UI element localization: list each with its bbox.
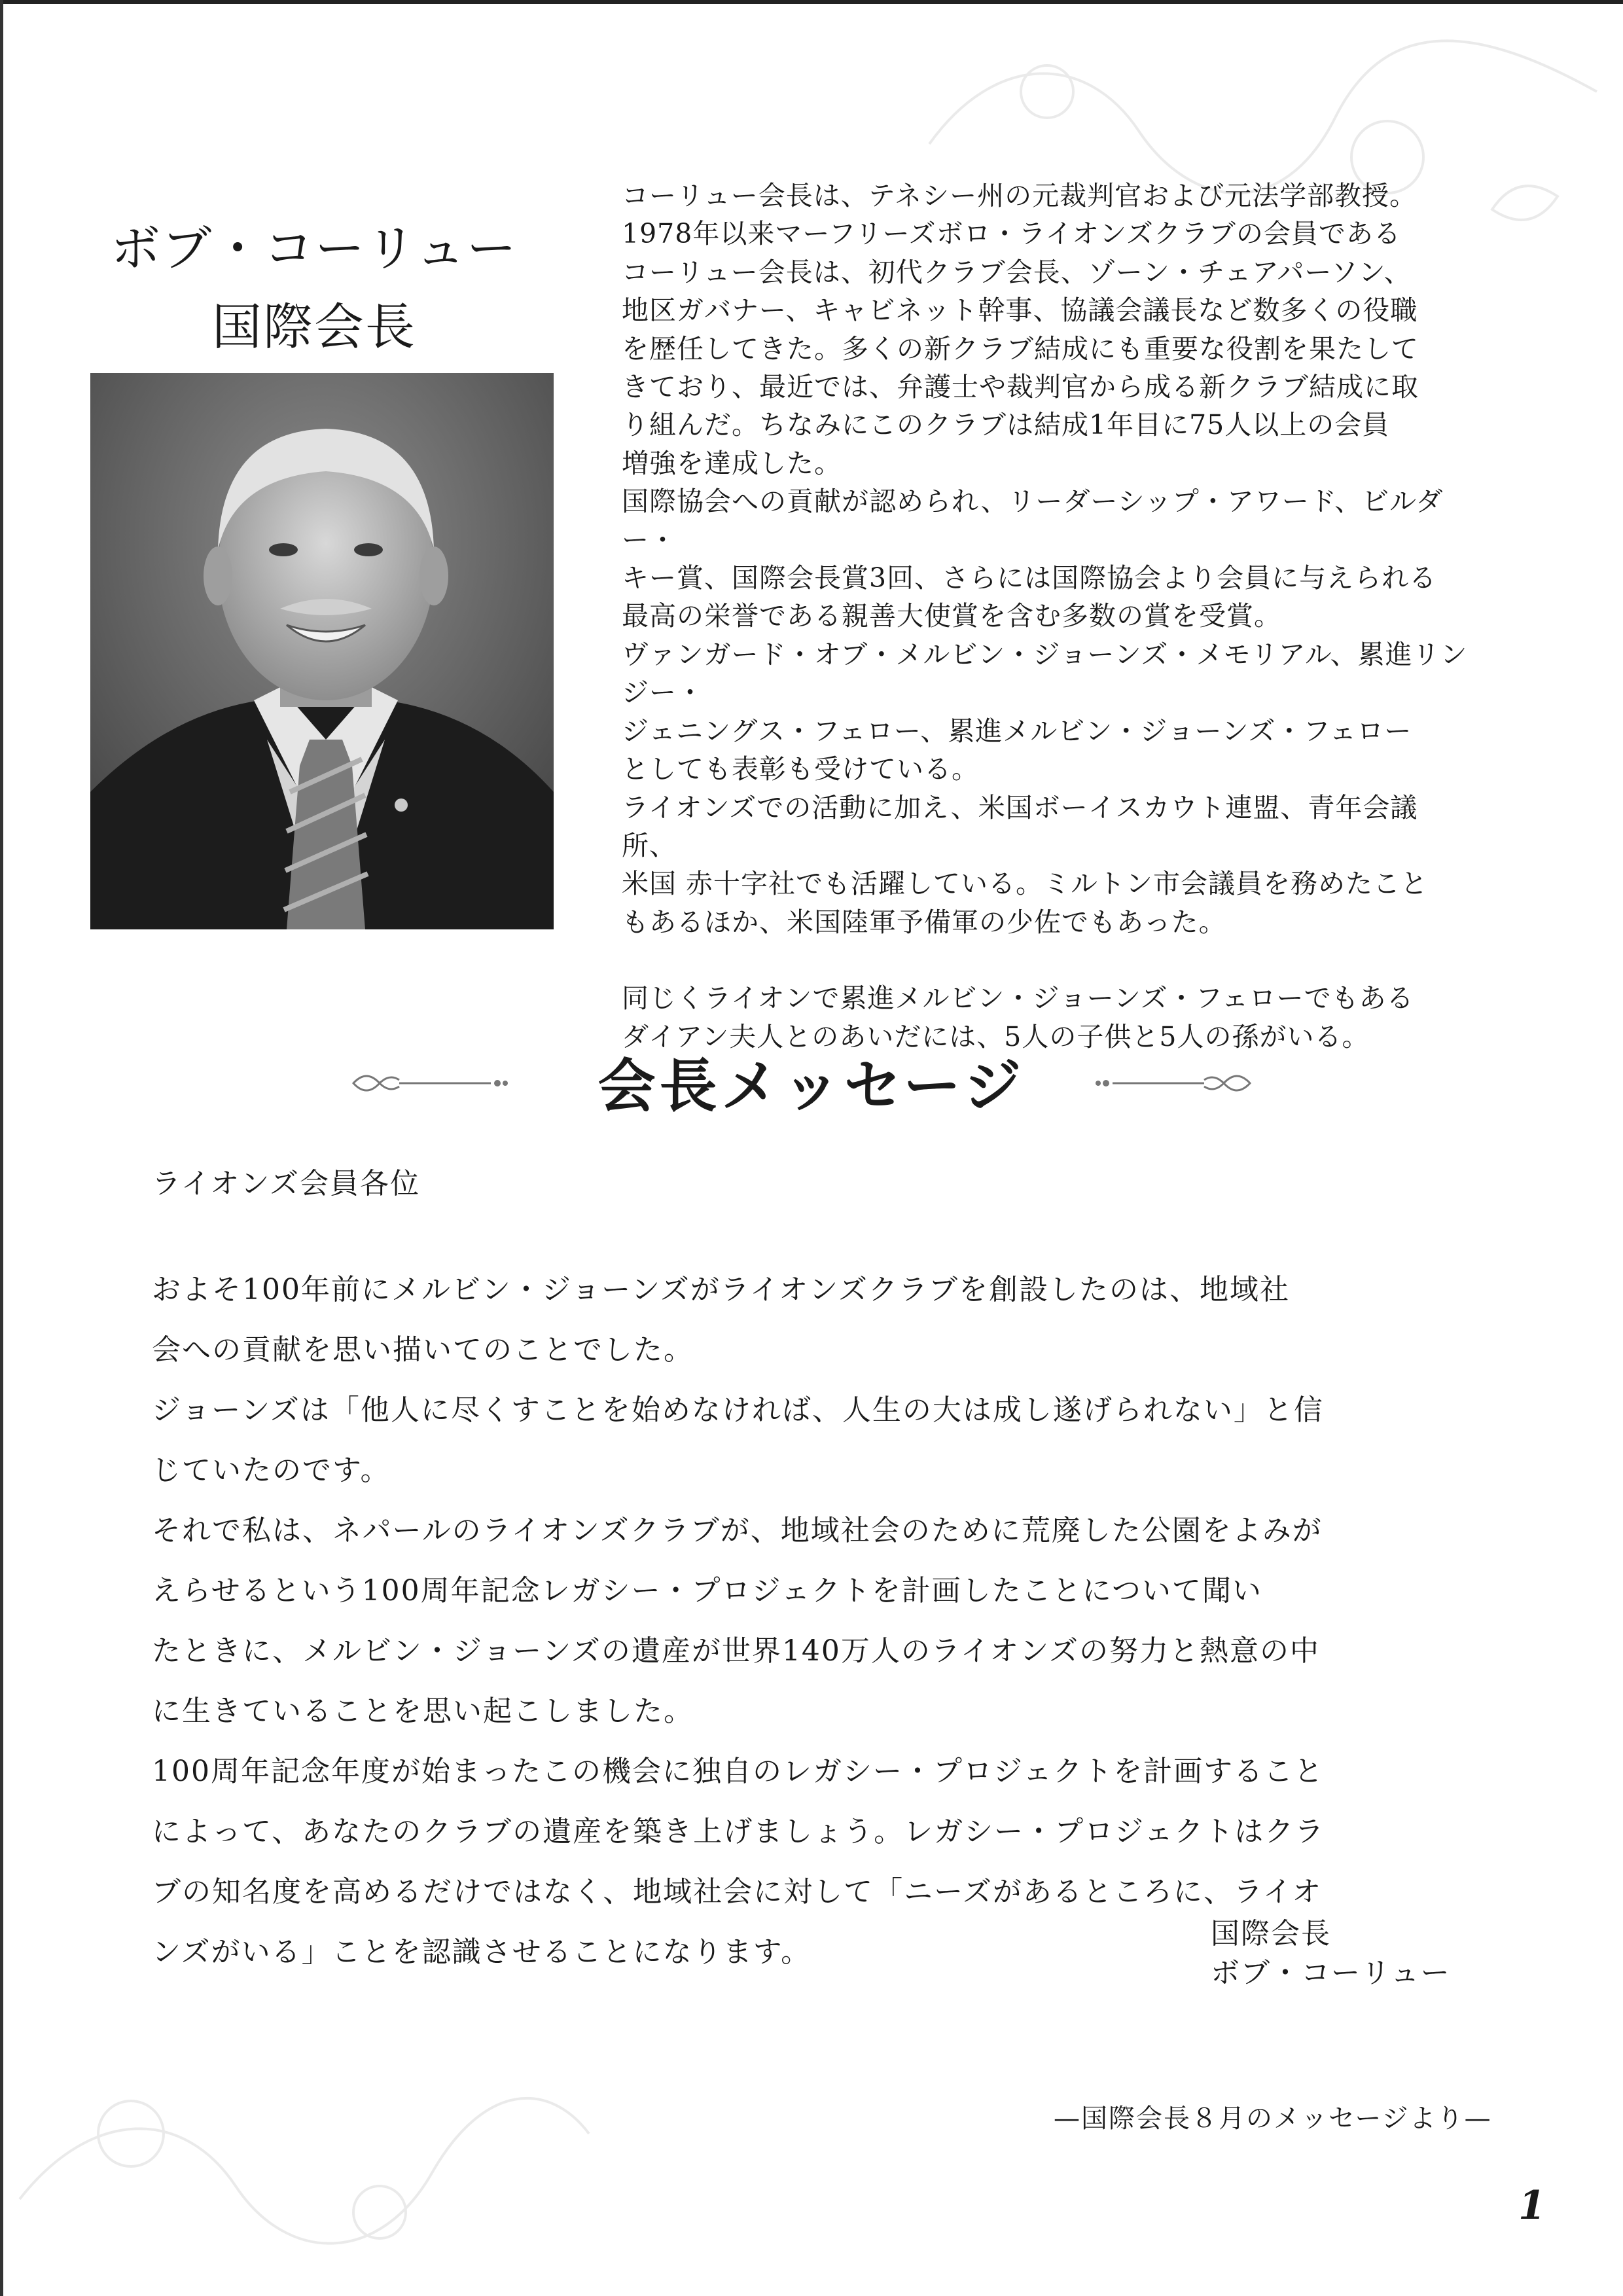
message-line: ブの知名度を高めるだけではなく、地域社会に対して「ニーズがあるところに、ライオ	[152, 1875, 1323, 1909]
signature-name: ボブ・コーリュー	[1211, 1956, 1451, 1990]
bio-line: 1978年以来マーフリーズボロ・ライオンズクラブの会員である	[622, 218, 1401, 250]
message-line: えらせるという100周年記念レガシー・プロジェクトを計画したことについて聞い	[152, 1574, 1262, 1607]
message-salutation: ライオンズ会員各位	[152, 1167, 421, 1200]
message-line: それで私は、ネパールのライオンズクラブが、地域社会のために荒廃した公園をよみが	[152, 1514, 1323, 1547]
message-source: —国際会長８月のメッセージより—	[1054, 2104, 1492, 2134]
message-line: およそ100年前にメルビン・ジョーンズがライオンズクラブを創設したのは、地域社	[152, 1273, 1290, 1306]
bio-line: 国際協会への貢献が認められ、リーダーシップ・アワード、ビルダー・	[622, 486, 1444, 556]
message-body	[152, 1260, 1480, 1982]
bio-line: ジェニングス・フェロー、累進メルビン・ジョーンズ・フェロー	[622, 715, 1412, 747]
decorative-swirl-bottom	[13, 1937, 602, 2278]
page-number: 1	[1518, 2183, 1546, 2229]
signature-title: 国際会長	[1211, 1917, 1331, 1950]
bio-line: 米国 赤十字社でも活躍している。ミルトン市会議員を務めたこと	[622, 868, 1429, 900]
bio-line: キー賞、国際会長賞3回、さらには国際協会より会員に与えられる	[622, 562, 1437, 594]
bio-line: コーリュー会長は、テネシー州の元裁判官および元法学部教授。	[622, 180, 1418, 211]
president-title	[72, 209, 556, 367]
paragraph-gap	[622, 941, 1472, 979]
bio-line: ライオンズでの活動に加え、米国ボーイスカウト連盟、青年会議所、	[622, 791, 1418, 861]
bio-family-line: 同じくライオンで累進メルビン・ジョーンズ・フェローでもある	[622, 982, 1414, 1014]
message-line: 会への貢献を思い描いてのことでした。	[152, 1333, 694, 1367]
bio-line: きており、最近では、弁護士や裁判官から成る新クラブ結成に取	[622, 371, 1419, 403]
message-line: 100周年記念年度が始まったこの機会に独自のレガシー・プロジェクトを計画すること	[152, 1755, 1325, 1788]
message-line: ジョーンズは「他人に尽くすことを始めなければ、人生の大は成し遂げられない」と信	[152, 1393, 1324, 1427]
message-line: じていたのです。	[152, 1454, 391, 1487]
biography	[622, 177, 1472, 1056]
bio-line: ヴァンガード・オブ・メルビン・ジョーンズ・メモリアル、累進リンジー・	[622, 638, 1468, 709]
bio-family-line: ダイアン夫人とのあいだには、5人の子供と5人の孫がいる。	[622, 1020, 1370, 1052]
message-line: に生きていることを思い起こしました。	[152, 1695, 694, 1728]
bio-line: を歴任してきた。多くの新クラブ結成にも重要な役割を果たして	[622, 332, 1419, 365]
bio-line: もあるほか、米国陸軍予備軍の少佐でもあった。	[622, 906, 1226, 938]
page-left-edge	[0, 0, 3, 2296]
portrait-illustration	[90, 373, 554, 929]
bio-line: としても表彰も受けている。	[622, 753, 979, 785]
message-heading: 会長メッセージ	[597, 1052, 1026, 1120]
bio-line: 地区ガバナー、キャビネット幹事、協議会議長など数多くの役職	[622, 295, 1418, 327]
title-role: 国際会長	[212, 298, 416, 356]
message-line: たときに、メルビン・ジョーンズの遺産が世界140万人のライオンズの努力と熱意の中	[152, 1634, 1320, 1668]
bio-line: コーリュー会長は、初代クラブ会長、ゾーン・チェアパーソン、	[622, 256, 1412, 288]
message-line: によって、あなたのクラブの遺産を築き上げましょう。レガシー・プロジェクトはクラ	[152, 1815, 1325, 1848]
bio-line: 増強を達成した。	[622, 447, 842, 479]
bio-line: 最高の栄誉である親善大使賞を含む多数の賞を受賞。	[622, 600, 1281, 632]
page-top-edge	[0, 0, 1623, 4]
title-name: ボブ・コーリュー	[111, 219, 518, 278]
portrait-photo	[90, 373, 554, 929]
message-signature	[1211, 1914, 1451, 1993]
bio-line: り組んだ。ちなみにこのクラブは結成1年目に75人以上の会員	[622, 409, 1390, 441]
message-line: ンズがいる」ことを認識させることになります。	[152, 1935, 812, 1969]
